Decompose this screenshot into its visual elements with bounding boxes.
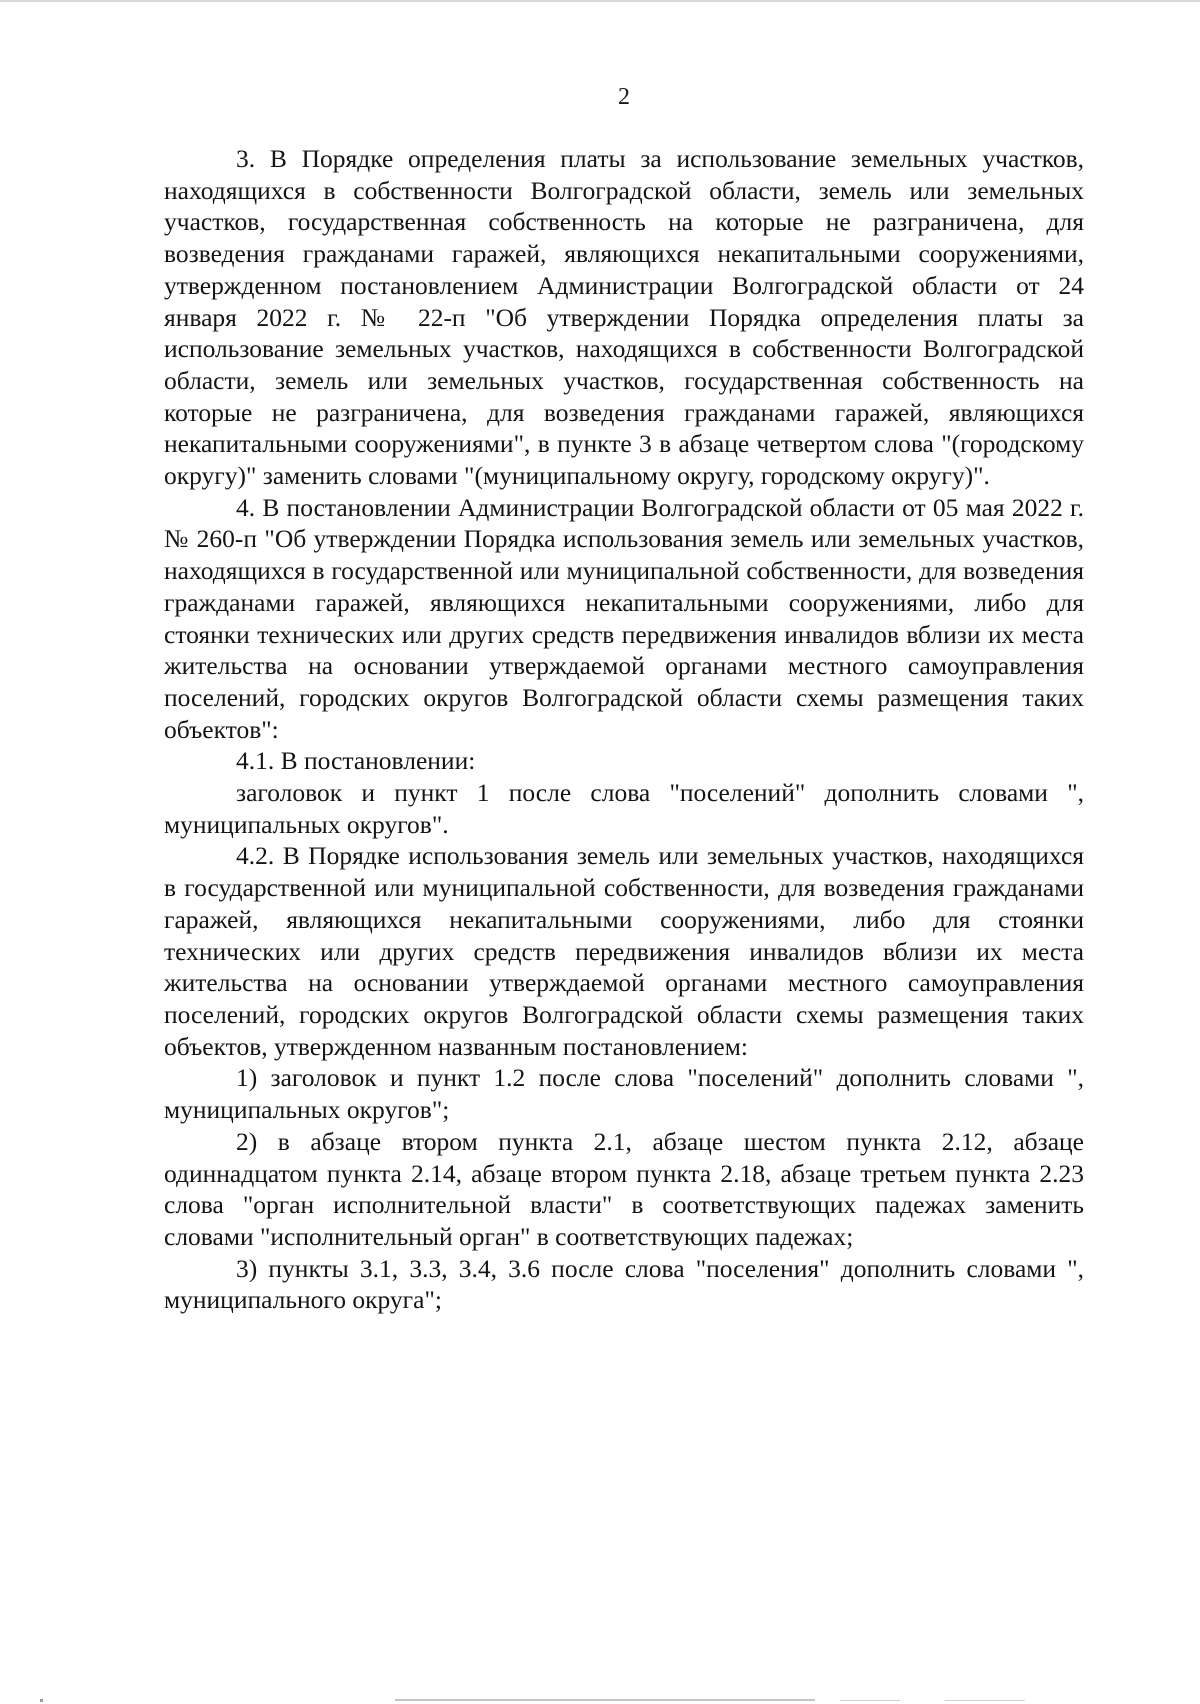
paragraph-3: 3. В Порядке определения платы за использование земельных участков, находящихся в собственности Волгоградской области, земель или земельных участков, государственная собственность на которые не разграничена, для возведения гражданами гаражей, являющихся некапитальными сооружениями, утвержденном постановлением Администрации Волгоградской области от 24 января 2022 г. № 22-п "Об утверждении Порядка определения платы за использование земельных участков, находящихся в собственности Волгоградской области, земель или земельных участков, государственная собственность на которые не разграничена, для возведения гражданами гаражей, являющихся некапитальными сооружениями", в пункте 3 в абзаце четвертом слова "(городскому округу)" заменить словами "(муниципальному округу, городскому округу)". [164, 144, 1084, 491]
paragraph-4-2: 4.2. В Порядке использования земель или земельных участков, находящихся в государственной или муниципальной собственности, для возведения гражданами гаражей, являющихся некапитальными сооружениями, либо для стоянки технических или других средств передвижения инвалидов вблизи их места жительства на основании утверждаемой органами местного самоуправления поселений, городских округов Волгоградской области схемы размещения таких объектов, утвержденном названным постановлением: [164, 841, 1084, 1061]
scan-edge [0, 0, 1200, 2]
document-body [164, 143, 1084, 1316]
list-item-1: 1) заголовок и пункт 1.2 после слова "поселений" дополнить словами ", муниципальных округов"; [164, 1063, 1084, 1125]
page-number: 2 [618, 84, 630, 110]
scan-speck [40, 1699, 43, 1702]
scan-speck [945, 1700, 1025, 1701]
scan-artifacts [0, 1684, 1200, 1704]
paragraph-4: 4. В постановлении Администрации Волгоградской области от 05 мая 2022 г. № 260-п "Об утверждении Порядка использования земель или земельных участков, находящихся в государственной или муниципальной собственности, для возведения гражданами гаражей, являющихся некапитальными сооружениями, либо для стоянки технических или других средств передвижения инвалидов вблизи их места жительства на основании утверждаемой органами местного самоуправления поселений, городских округов Волгоградской области схемы размещения таких объектов": [164, 492, 1084, 744]
scan-speck [840, 1700, 900, 1701]
paragraph-4-1-text: заголовок и пункт 1 после слова "поселений" дополнить словами ", муниципальных округов". [164, 778, 1084, 839]
paragraph-4-1: 4.1. В постановлении: [236, 746, 476, 776]
scan-speck [395, 1699, 815, 1701]
list-item-3: 3) пункты 3.1, 3.3, 3.4, 3.6 после слова "поселения" дополнить словами ", муниципального округа"; [164, 1253, 1084, 1315]
list-item-2: 2) в абзаце втором пункта 2.1, абзаце шестом пункта 2.12, абзаце одиннадцатом пункта 2.14, абзаце втором пункта 2.18, абзаце третьем пункта 2.23 слова "орган исполнительной власти" в соответствующих падежах заменить словами "исполнительный орган" в соответствующих падежах; [164, 1126, 1084, 1251]
